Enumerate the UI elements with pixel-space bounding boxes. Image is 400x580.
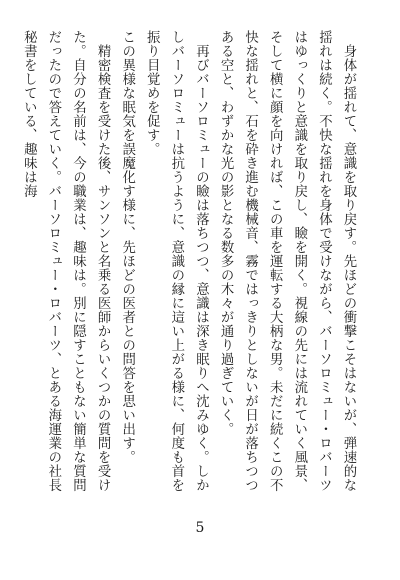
paragraph: 精密検査を受けた後、サンソンと名乗る医師からいくつかの質問を受けた。自分の名前は、今の職業は、趣味は。別に隠すこともない簡単な質問だったので答えていく。バーソロミュー・ロバーツ、とある海運業の社長秘書をしている、趣味は海	[21, 30, 111, 492]
paragraph: この異様な眠気を誤魔化す様に、先ほどの医者との問答を思い出す。	[119, 30, 135, 464]
vertical-text-body	[21, 30, 360, 500]
paragraph: 身体が揺れて、意識を取り戻す。先ほどの衝撃こそはないが、弾速的な揺れは続く。不快な揺れを身体で受けながら、バーソロミュー・ロバーツはゆっくりと意識を取り戻し、瞼を開く。視線の先には流れていく風景、そして横に顔を向ければ、この車を運転する大柄な男。未だに続くこの不快な揺れと、石を砕き進む機械音、霧ではっきりとしないが日が落ちつつある空と、わずかな光の影となる数多の木々が通り過ぎていく。	[218, 30, 356, 492]
paragraph: 再びバーソロミューの瞼は落ちつつ、意識は深き眠りへ沈みゆく。しかしバーソロミューは抗うように、意識の縁に這い上がる様に、何度も首を振り目覚めを促す。	[144, 30, 209, 492]
page-number: 5	[195, 520, 205, 536]
